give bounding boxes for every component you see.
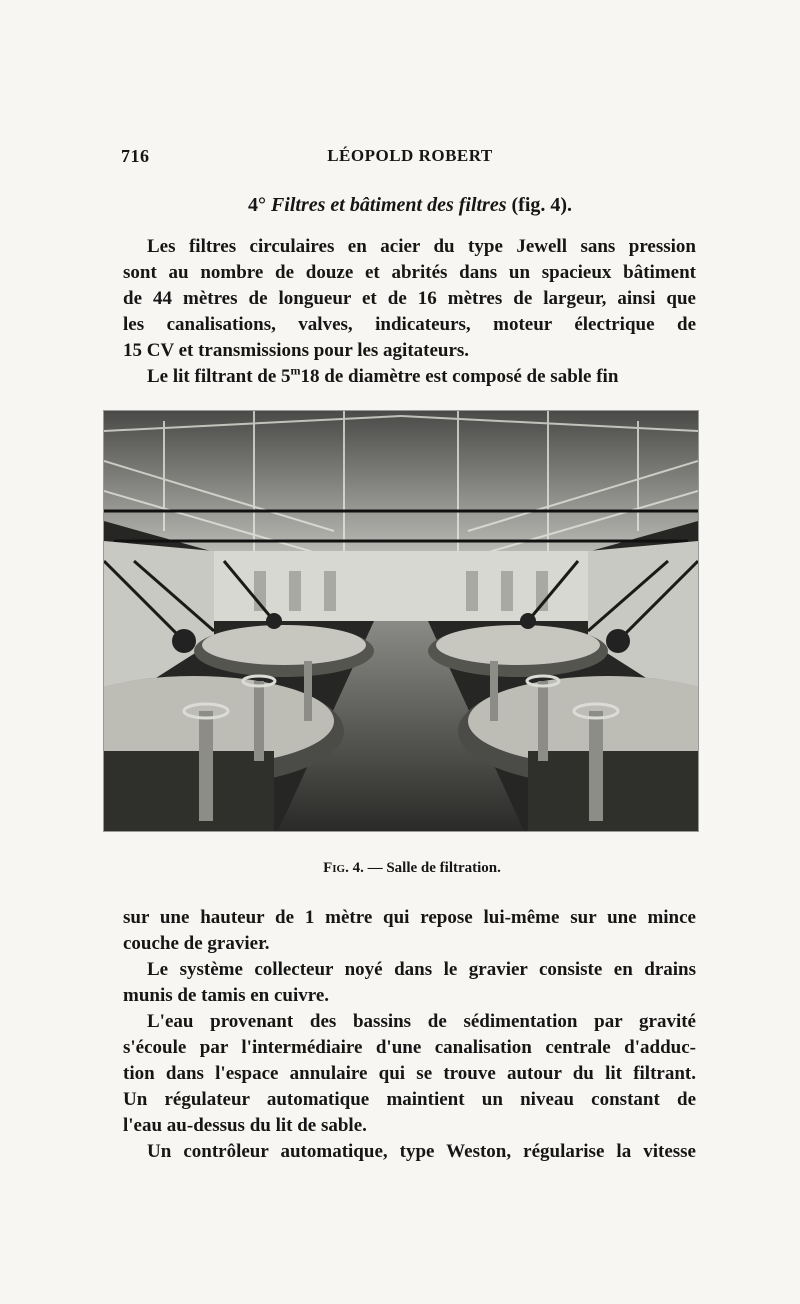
figure-caption: [0, 860, 800, 877]
paragraph-3: [123, 905, 696, 957]
section-title: Filtres et bâtiment des filtres: [270, 194, 507, 216]
running-head: LÉOPOLD ROBERT: [327, 146, 493, 165]
paragraph-line: L'eau provenant des bassins de sédimentation par gravité: [147, 1011, 696, 1032]
paragraph-line: couche de gravier.: [123, 933, 270, 954]
paragraph-line: 15 CV et transmissions pour les agitateurs.: [123, 340, 470, 361]
paragraph-line: de 44 mètres de longueur et de 16 mètres de largeur, ainsi que: [123, 288, 696, 309]
paragraph-line: [123, 364, 696, 390]
text-run: 18 de diamètre est composé de sable fin: [300, 366, 619, 387]
paragraph-line: sont au nombre de douze et abrités dans un spacieux bâtiment: [123, 262, 696, 283]
caption-label: Fig. 4.: [323, 860, 364, 876]
section-heading: [0, 194, 800, 217]
paragraph-line: s'écoule par l'intermédiaire d'une canalisation centrale d'adduc-: [123, 1037, 696, 1058]
text-run: Le lit filtrant de 5: [147, 366, 291, 387]
paragraph-6: [123, 1139, 696, 1165]
paragraph-line: tion dans l'espace annulaire qui se trouve autour du lit filtrant.: [123, 1063, 696, 1084]
page-number: 716: [121, 146, 150, 166]
paragraph-line: Un contrôleur automatique, type Weston, régularise la vitesse: [147, 1141, 696, 1162]
paragraph-line: Le système collecteur noyé dans le gravier consiste en drains: [147, 959, 696, 980]
section-number: 4°: [247, 194, 266, 216]
paragraph-line: Les filtres circulaires en acier du type Jewell sans pression: [147, 236, 696, 257]
paragraph-line: sur une hauteur de 1 mètre qui repose lui-même sur une mince: [123, 907, 696, 928]
paragraph-4: [123, 957, 696, 1009]
paragraph-line: Un régulateur automatique maintient un niveau constant de: [123, 1089, 696, 1110]
filtration-hall-photo: [104, 411, 698, 831]
paragraph-5: [123, 1009, 696, 1139]
section-figure-ref: (fig. 4).: [511, 194, 573, 216]
paragraph-line: les canalisations, valves, indicateurs, moteur électrique de: [123, 314, 696, 335]
figure-photo: [103, 410, 699, 832]
paragraph-line: l'eau au-dessus du lit de sable.: [123, 1115, 367, 1136]
unit-superscript: m: [290, 363, 301, 378]
paragraph-line: munis de tamis en cuivre.: [123, 985, 330, 1006]
caption-text: — Salle de filtration.: [363, 860, 501, 876]
paragraph-2: [123, 364, 696, 390]
paragraph-1: [123, 234, 696, 364]
